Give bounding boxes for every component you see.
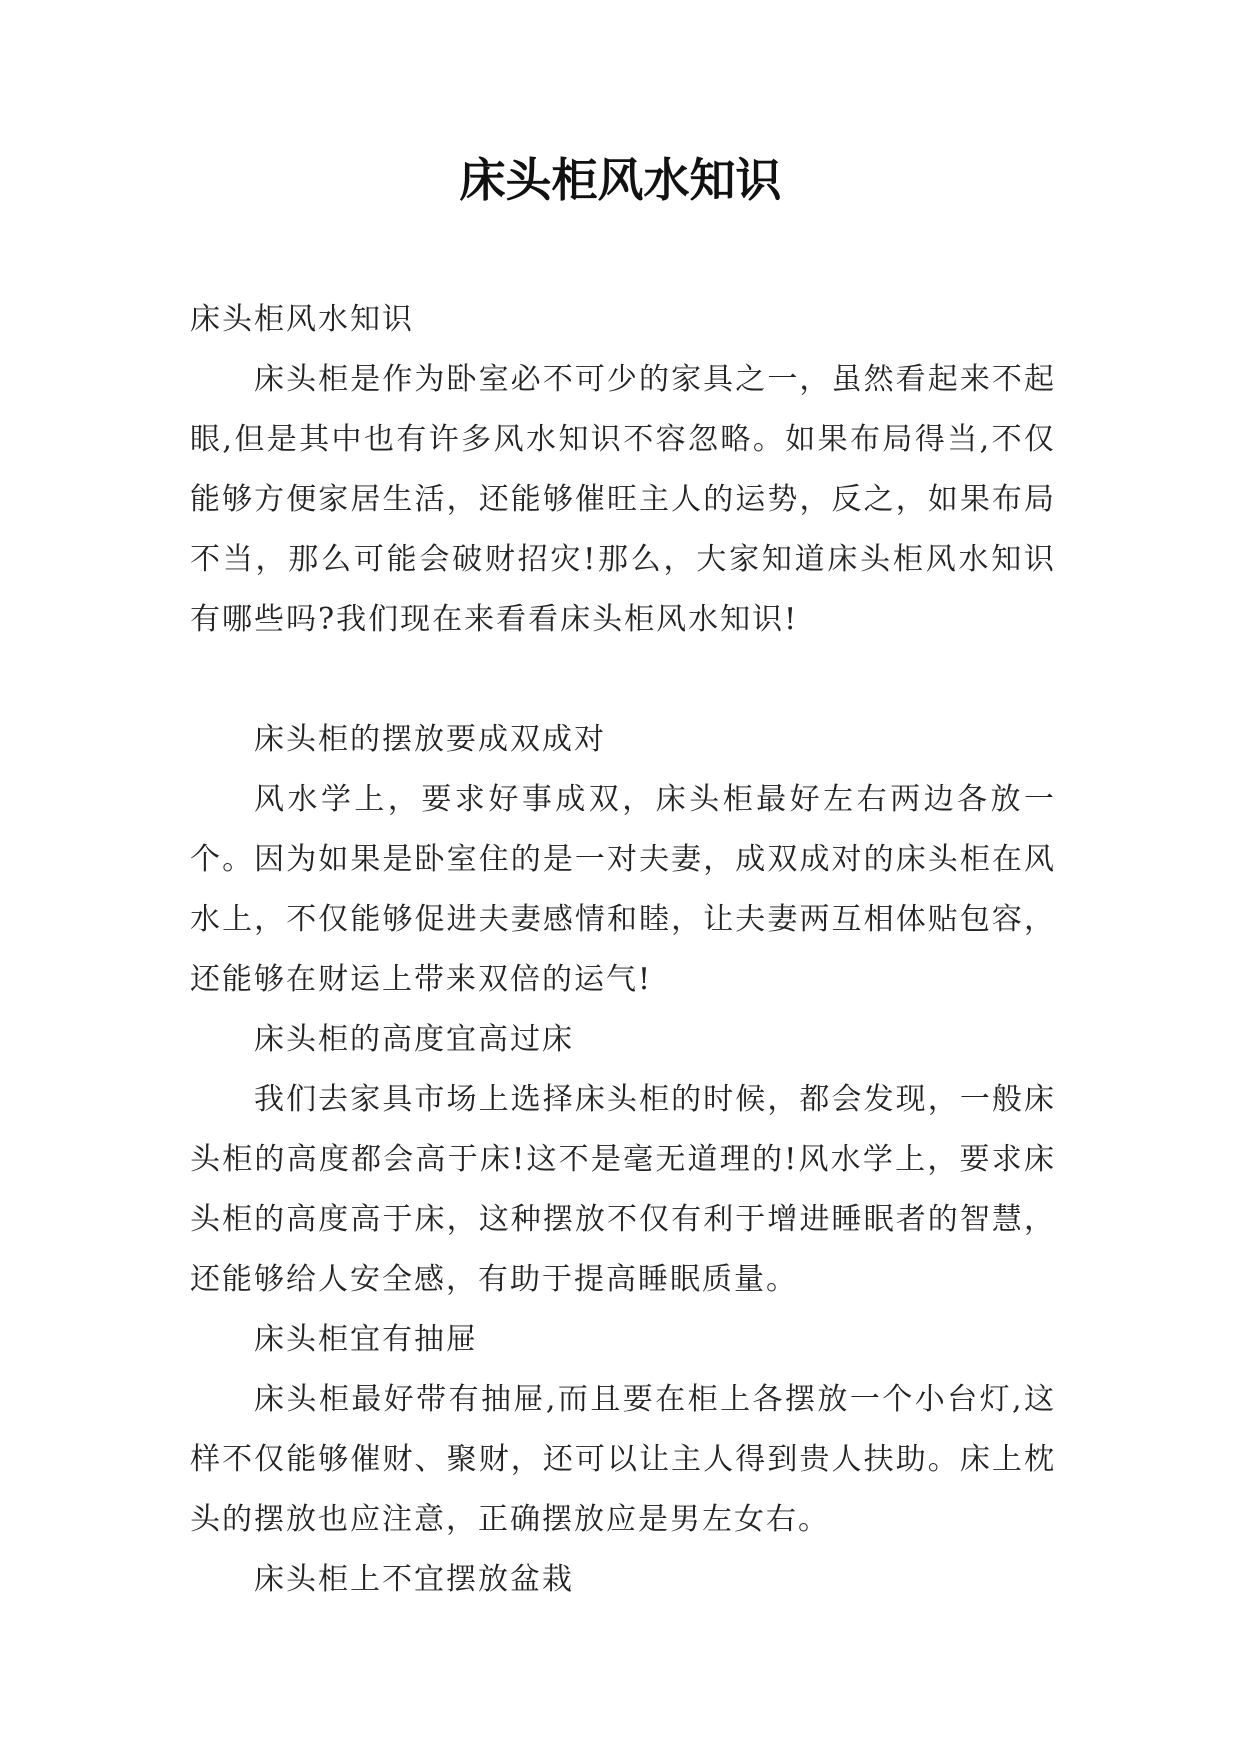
document-title: 床头柜风水知识 xyxy=(459,153,782,207)
document-body xyxy=(190,290,1056,1610)
section-heading: 床头柜的高度宜高过床 xyxy=(254,1022,574,1057)
paragraph-intro: 床头柜是作为卧室必不可少的家具之一，虽然看起来不起眼,但是其中也有许多风水知识不容忽略。如果布局得当,不仅能够方便家居生活，还能够催旺主人的运势，反之，如果布局不当，那么可能会破财招灾!那么，大家知道床头柜风水知识有哪些吗?我们现在来看看床头柜风水知识! xyxy=(190,362,1056,637)
paragraph-body: 风水学上，要求好事成双，床头柜最好左右两边各放一个。因为如果是卧室住的是一对夫妻，成双成对的床头柜在风水上，不仅能够促进夫妻感情和睦，让夫妻两互相体贴包容，还能够在财运上带来双倍的运气! xyxy=(190,782,1056,997)
paragraph-body: 床头柜最好带有抽屉,而且要在柜上各摆放一个小台灯,这样不仅能够催财、聚财，还可以让主人得到贵人扶助。床上枕头的摆放也应注意，正确摆放应是男左女右。 xyxy=(190,1382,1056,1537)
paragraph-subtitle: 床头柜风水知识 xyxy=(190,302,414,337)
section-heading: 床头柜宜有抽屉 xyxy=(254,1322,478,1357)
paragraph-body: 我们去家具市场上选择床头柜的时候，都会发现，一般床头柜的高度都会高于床!这不是毫无道理的!风水学上，要求床头柜的高度高于床，这种摆放不仅有利于增进睡眠者的智慧，还能够给人安全感，有助于提高睡眠质量。 xyxy=(190,1082,1056,1297)
paragraph-spacer xyxy=(190,650,1056,710)
section-heading: 床头柜的摆放要成双成对 xyxy=(254,722,606,757)
section-heading: 床头柜上不宜摆放盆栽 xyxy=(254,1562,574,1597)
